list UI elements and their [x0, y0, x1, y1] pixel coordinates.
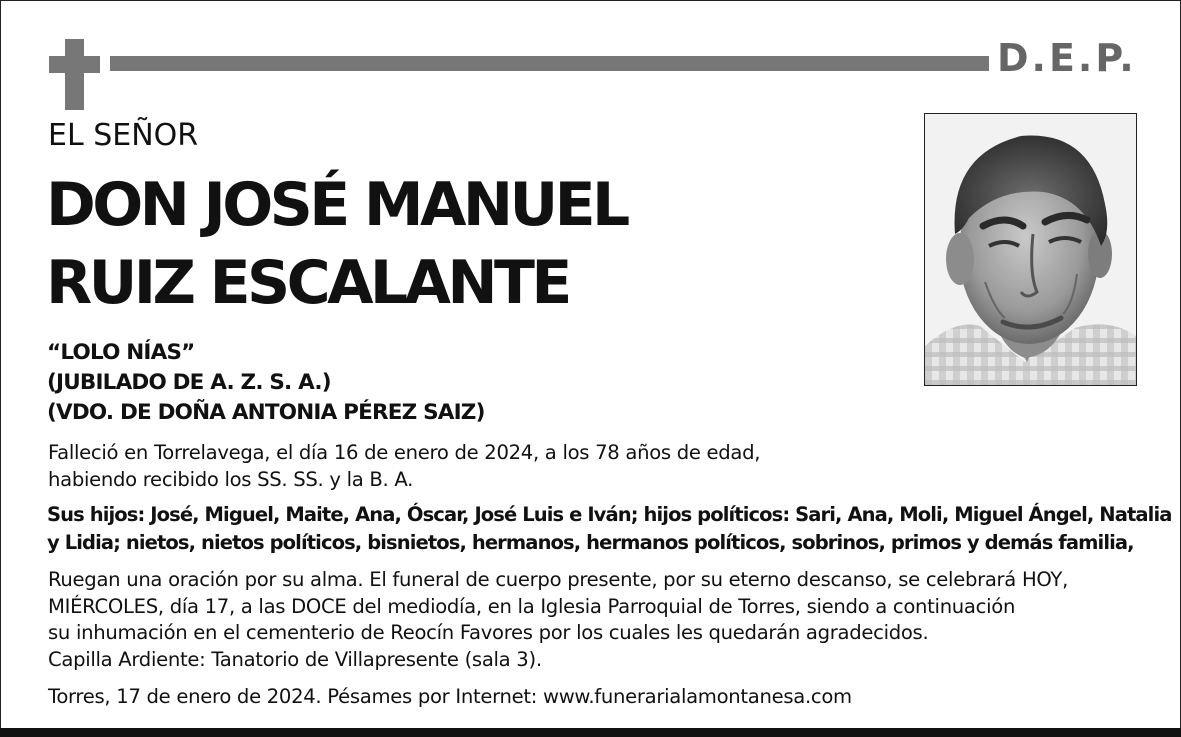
portrait-photo: [924, 113, 1137, 386]
footer-line: Torres, 17 de enero de 2024. Pésames por Internet: www.funerarialamontanesa.com: [48, 685, 852, 708]
name-line-2: RUIZ ESCALANTE: [46, 248, 569, 318]
funeral-paragraph: [48, 567, 1068, 673]
portrait-illustration: [925, 114, 1136, 385]
funeral-line-4: Capilla Ardiente: Tanatorio de Villapresente (sala 3).: [48, 647, 542, 671]
subtitles: [47, 338, 485, 428]
nickname: “LOLO NÍAS”: [47, 340, 195, 365]
deceased-name: [46, 166, 627, 322]
funeral-line-1: Ruegan una oración por su alma. El funeral de cuerpo presente, por su eterno descanso, se celebrará HOY,: [48, 568, 1069, 591]
family-paragraph: [47, 501, 1172, 557]
widower-line: (VDO. DE DOÑA ANTONIA PÉREZ SAIZ): [47, 400, 485, 425]
job-line: (JUBILADO DE A. Z. S. A.): [47, 370, 331, 395]
cross-icon-crossbar: [49, 56, 100, 73]
death-paragraph: [48, 440, 760, 493]
intro-text: EL SEÑOR: [48, 118, 199, 153]
family-line-1: Sus hijos: José, Miguel, Maite, Ana, Óscar, José Luis e Iván; hijos políticos: Sari, Ana, Moli, Miguel Ángel, Natalia: [47, 503, 1172, 526]
header-rule: [110, 56, 989, 71]
cross-icon: [65, 39, 84, 110]
death-line-1: Falleció en Torrelavega, el día 16 de enero de 2024, a los 78 años de edad,: [48, 441, 761, 464]
funeral-line-3: su inhumación en el cementerio de Reocín Favores por los cuales les quedarán agradecidos.: [48, 621, 929, 644]
name-line-1: DON JOSÉ MANUEL: [46, 170, 627, 240]
funeral-line-2: MIÉRCOLES, día 17, a las DOCE del mediodía, en la Iglesia Parroquial de Torres, siendo a continuación: [48, 594, 1016, 618]
dep-heading: D.E.P.: [997, 36, 1137, 80]
family-line-2: y Lidia; nietos, nietos políticos, bisnietos, hermanos, hermanos políticos, sobrinos, primos y demás familia,: [47, 531, 1134, 554]
death-line-2: habiendo recibido los SS. SS. y la B. A.: [48, 467, 414, 491]
bottom-border: [0, 728, 1181, 737]
